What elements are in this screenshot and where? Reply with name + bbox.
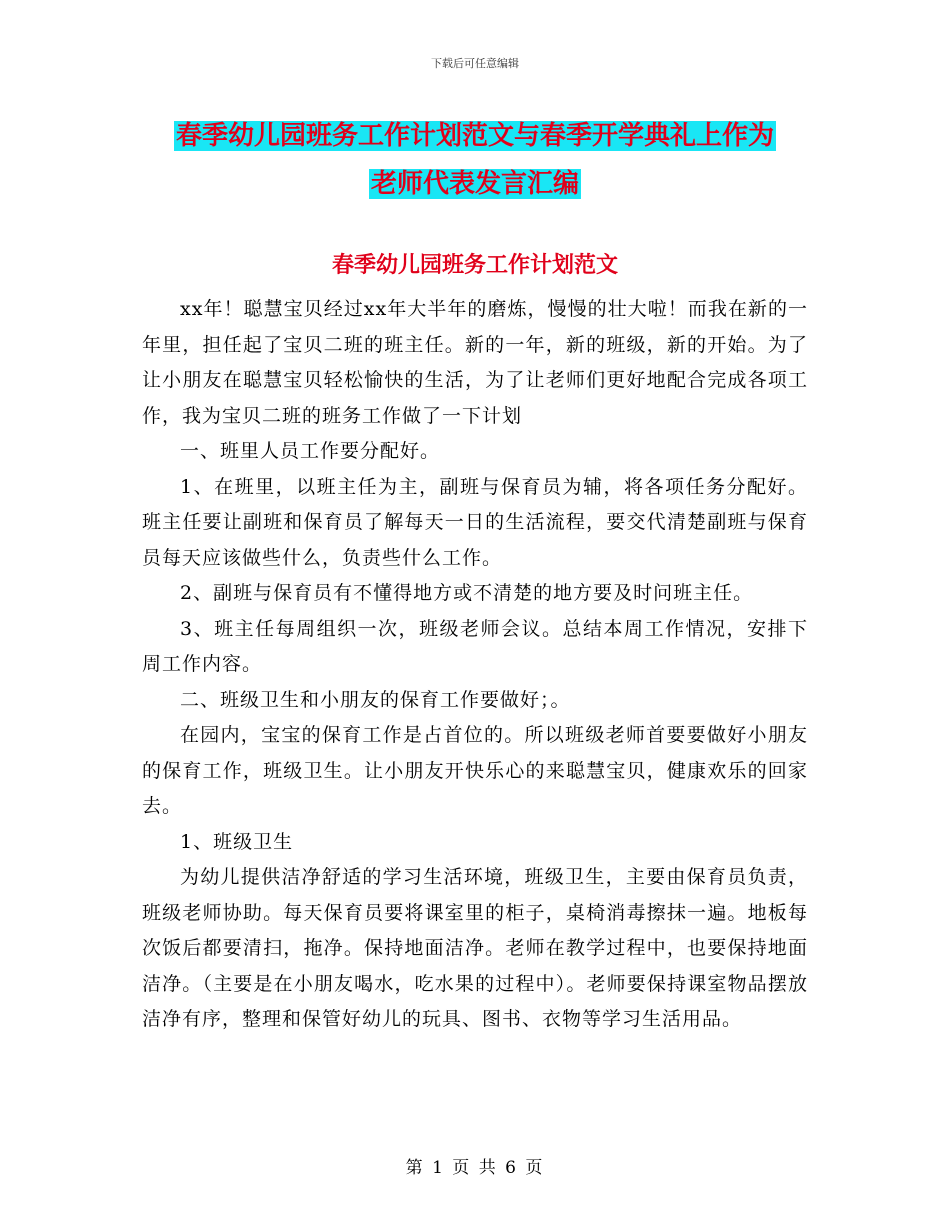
paragraph-item-1: 1、在班里，以班主任为主，副班与保育员为辅，将各项任务分配好。班主任要让副班和保育员了解每天一日的生活流程，要交代清楚副班与保育员每天应该做些什么，负责些什么工作。 [142,475,808,569]
paragraph-subheading-hygiene: 1、班级卫生 [180,830,294,853]
title-highlight-1: 春季幼儿园班务工作计划范文与春季开学典礼上作为 [175,121,774,151]
page-header-note: 下载后可任意编辑 [431,57,519,70]
paragraph-heading-1: 一、班里人员工作要分配好。 [180,440,441,462]
document-title-line-1 [150,112,800,160]
document-title-line-2 [150,160,800,208]
document-body [142,292,808,1038]
paragraph-item-3: 3、班主任每周组织一次，班级老师会议。总结本周工作情况，安排下周工作内容。 [142,617,808,675]
title-highlight-2: 老师代表发言汇编 [370,169,579,199]
paragraph-heading-2: 二、班级卫生和小朋友的保育工作要做好；。 [180,688,571,711]
section-title: 春季幼儿园班务工作计划范文 [331,252,618,278]
paragraph-care: 在园内，宝宝的保育工作是占首位的。所以班级老师首要要做好小朋友的保育工作，班级卫生。让小朋友开快乐心的来聪慧宝贝，健康欢乐的回家去。 [142,724,808,817]
paragraph-hygiene: 为幼儿提供洁净舒适的学习生活环境，班级卫生，主要由保育员负责，班级老师协助。每天保育员要将课室里的柜子，桌椅消毒擦抹一遍。地板每次饭后都要清扫，拖净。保持地面洁净。老师在教学过程中，也要保持地面洁净。（主要是在小朋友喝水，吃水果的过程中）。老师要保持课室物品摆放洁净有序，整理和保管好幼儿的玩具、图书、衣物等学习生活用品。 [142,866,808,1030]
page-number: 第 1 页 共 6 页 [405,1158,545,1178]
document-title [150,112,800,208]
paragraph-intro: xx年！聪慧宝贝经过xx年大半年的磨炼，慢慢的壮大啦！而我在新的一年里，担任起了宝贝二班的班主任。新的一年，新的班级，新的开始。为了让小朋友在聪慧宝贝轻松愉快的生活，为了让老师们更好地配合完成各项工作，我为宝贝二班的班务工作做了一下计划 [142,298,808,427]
paragraph-item-2: 2、副班与保育员有不懂得地方或不清楚的地方要及时问班主任。 [180,582,754,604]
